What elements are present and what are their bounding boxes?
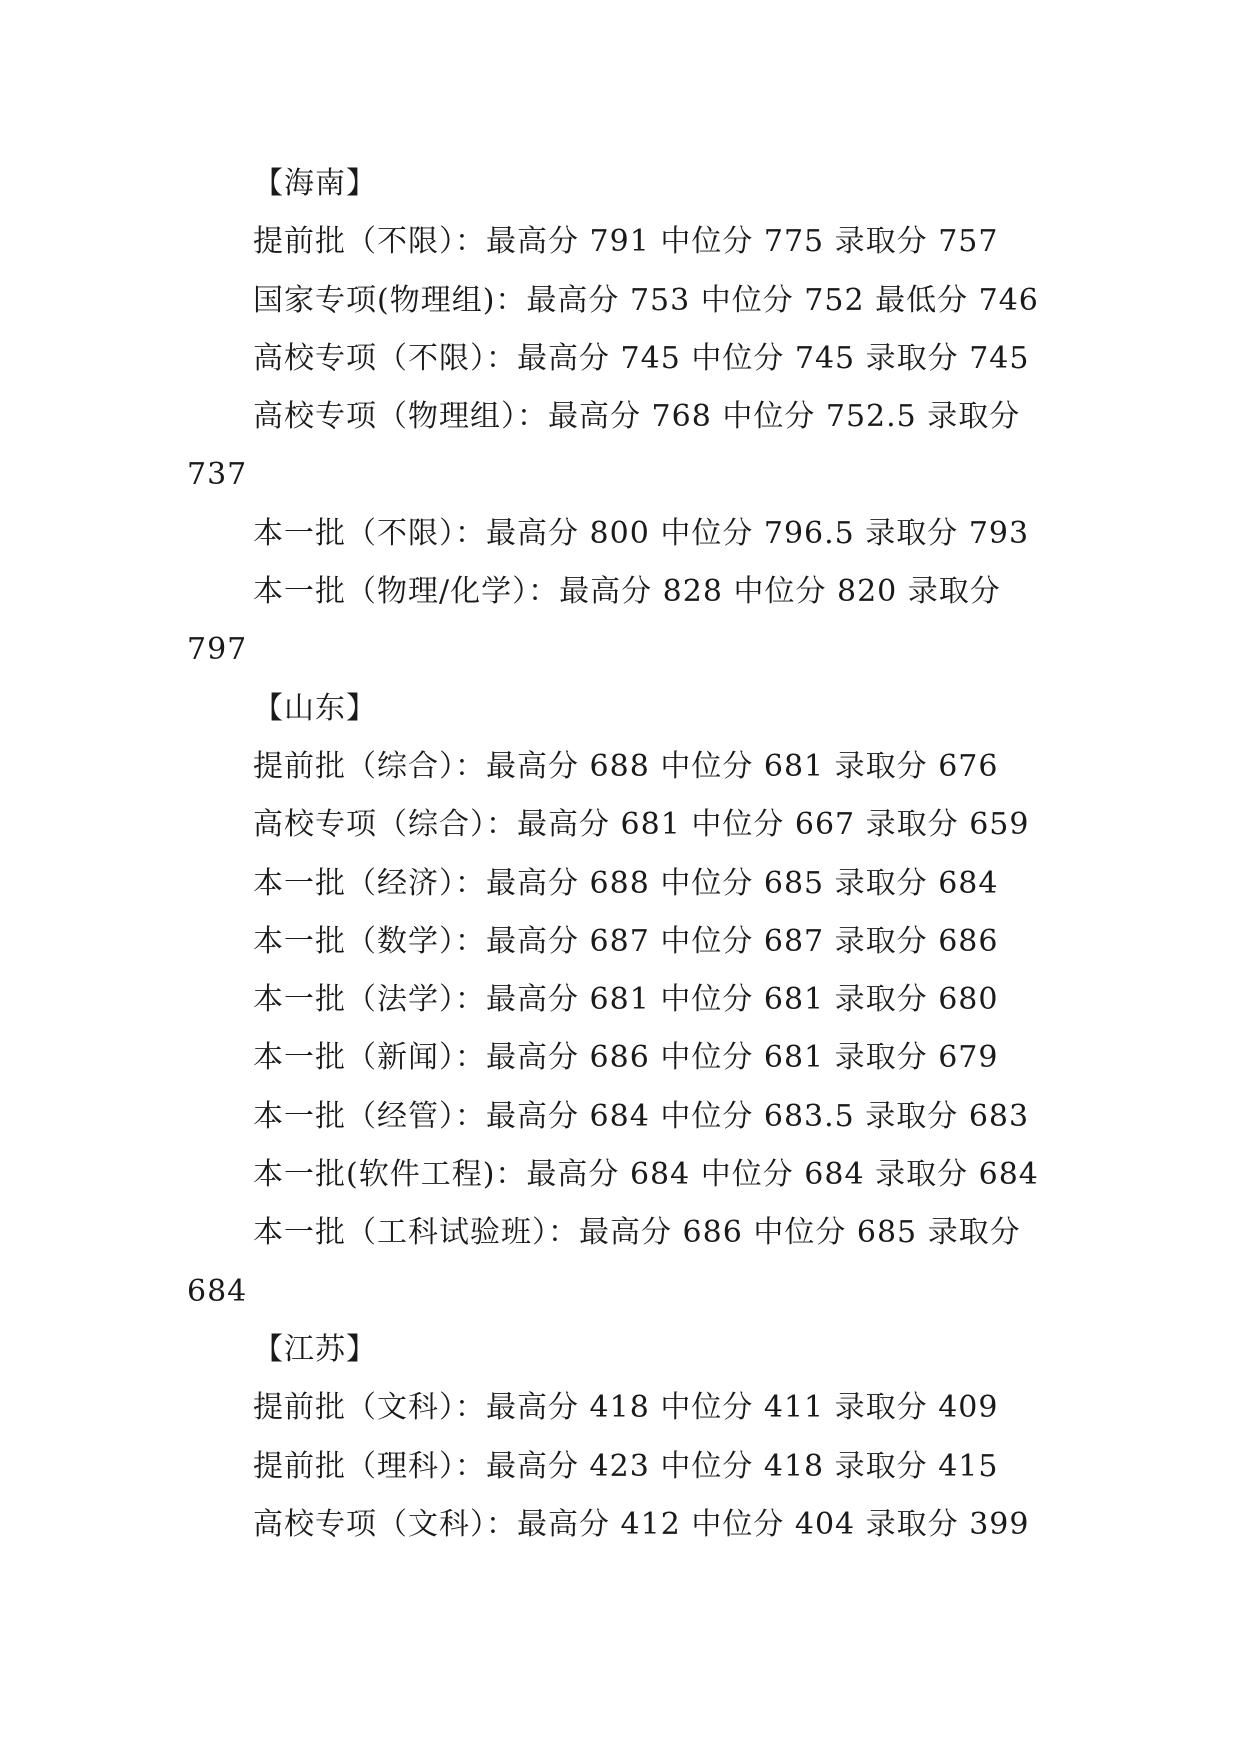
score-line: 提前批（理科）：最高分 423 中位分 418 录取分 415 xyxy=(253,1448,999,1484)
score-line: 提前批（综合）：最高分 688 中位分 681 录取分 676 xyxy=(253,748,999,784)
score-line: 本一批(软件工程)：最高分 684 中位分 684 录取分 684 xyxy=(253,1157,1039,1193)
score-line-continuation: 684 xyxy=(187,1273,248,1309)
score-line: 本一批（不限）：最高分 800 中位分 796.5 录取分 793 xyxy=(253,515,1030,551)
score-line: 本一批（物理/化学）：最高分 828 中位分 820 录取分 xyxy=(253,574,1001,610)
section-heading-shandong: 【山东】 xyxy=(253,690,377,726)
score-line: 国家专项(物理组)：最高分 753 中位分 752 最低分 746 xyxy=(253,282,1039,318)
score-line: 高校专项（物理组）：最高分 768 中位分 752.5 录取分 xyxy=(253,399,1021,435)
score-line: 本一批（经济）：最高分 688 中位分 685 录取分 684 xyxy=(253,865,999,901)
score-line: 高校专项（文科）：最高分 412 中位分 404 录取分 399 xyxy=(253,1506,1030,1542)
score-line: 本一批（法学）：最高分 681 中位分 681 录取分 680 xyxy=(253,982,999,1018)
score-line: 提前批（文科）：最高分 418 中位分 411 录取分 409 xyxy=(253,1390,999,1426)
score-line: 本一批（数学）：最高分 687 中位分 687 录取分 686 xyxy=(253,923,999,959)
score-line: 高校专项（综合）：最高分 681 中位分 667 录取分 659 xyxy=(253,807,1030,843)
score-line: 本一批（经管）：最高分 684 中位分 683.5 录取分 683 xyxy=(253,1098,1030,1134)
score-line-continuation: 797 xyxy=(187,632,248,668)
section-heading-hainan: 【海南】 xyxy=(253,166,377,201)
document-page xyxy=(187,155,1057,1554)
score-line: 本一批（新闻）：最高分 686 中位分 681 录取分 679 xyxy=(253,1040,999,1076)
score-line: 本一批（工科试验班）：最高分 686 中位分 685 录取分 xyxy=(253,1215,1021,1251)
score-line: 提前批（不限）：最高分 791 中位分 775 录取分 757 xyxy=(253,224,999,260)
score-line-continuation: 737 xyxy=(187,457,248,493)
score-line: 高校专项（不限）：最高分 745 中位分 745 录取分 745 xyxy=(253,340,1030,376)
section-heading-jiangsu: 【江苏】 xyxy=(253,1331,377,1367)
